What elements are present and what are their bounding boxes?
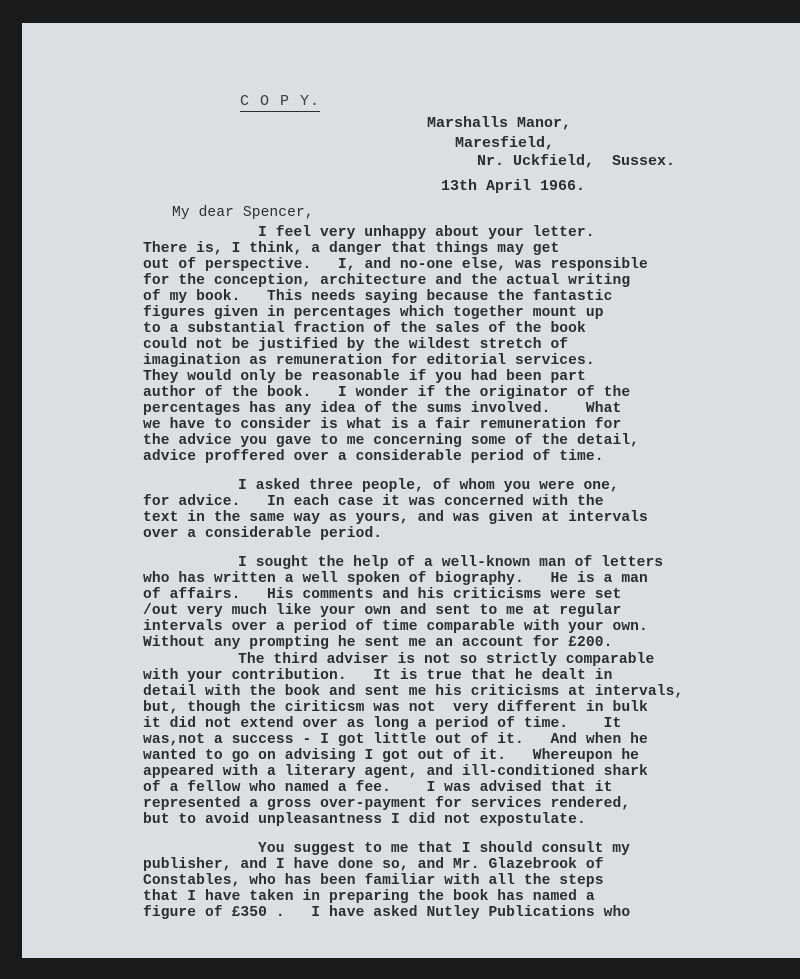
address-line-3: Nr. Uckfield, Sussex.: [477, 153, 676, 170]
body-line: detail with the book and sent me his criticisms at intervals,: [143, 684, 684, 700]
body-line: imagination as remuneration for editorial services.: [143, 353, 595, 369]
body-line: it did not extend over as long a period of time. It: [143, 716, 622, 732]
body-line: but, though the ciriticsm was not very different in bulk: [143, 700, 648, 716]
body-line: could not be justified by the wildest stretch of: [143, 337, 569, 353]
body-line: was,not a success - I got little out of it. And when he: [143, 732, 648, 748]
body-line: percentages has any idea of the sums involved. What: [143, 401, 622, 417]
body-line: I sought the help of a well-known man of letters: [238, 555, 664, 571]
body-line: The third adviser is not so strictly comparable: [238, 652, 655, 668]
body-line: the advice you gave to me concerning some of the detail,: [143, 433, 640, 449]
body-line: intervals over a period of time comparable with your own.: [143, 619, 648, 635]
body-line: with your contribution. It is true that he dealt in: [143, 668, 613, 684]
body-line: appeared with a literary agent, and ill-conditioned shark: [143, 764, 648, 780]
body-line: There is, I think, a danger that things may get: [143, 241, 560, 257]
body-line: I feel very unhappy about your letter.: [258, 225, 595, 241]
body-line: Constables, who has been familiar with all the steps: [143, 873, 604, 889]
body-line: out of perspective. I, and no-one else, was responsible: [143, 257, 648, 273]
body-line: publisher, and I have done so, and Mr. Glazebrook of: [143, 857, 604, 873]
body-line: represented a gross over-payment for services rendered,: [143, 796, 631, 812]
body-line: figures given in percentages which together mount up: [143, 305, 604, 321]
body-line: that I have taken in preparing the book has named a: [143, 889, 595, 905]
body-line: figure of £350 . I have asked Nutley Publications who: [143, 905, 631, 921]
body-line: of affairs. His comments and his criticisms were set: [143, 587, 622, 603]
body-line: we have to consider is what is a fair remuneration for: [143, 417, 622, 433]
body-line: author of the book. I wonder if the originator of the: [143, 385, 631, 401]
body-line: /out very much like your own and sent to me at regular: [143, 603, 622, 619]
body-line: who has written a well spoken of biography. He is a man: [143, 571, 648, 587]
body-line: but to avoid unpleasantness I did not expostulate.: [143, 812, 586, 828]
body-line: to a substantial fraction of the sales of the book: [143, 321, 586, 337]
body-line: text in the same way as yours, and was given at intervals: [143, 510, 648, 526]
address-line-2: Maresfield,: [455, 135, 555, 152]
body-line: for advice. In each case it was concerned with the: [143, 494, 604, 510]
body-line: of a fellow who named a fee. I was advised that it: [143, 780, 613, 796]
address-line-1: Marshalls Manor,: [427, 115, 572, 132]
body-line: I asked three people, of whom you were one,: [238, 478, 619, 494]
body-line: They would only be reasonable if you had been part: [143, 369, 586, 385]
body-line: wanted to go on advising I got out of it. Whereupon he: [143, 748, 640, 764]
body-line: You suggest to me that I should consult my: [258, 841, 631, 857]
letter-date: 13th April 1966.: [441, 178, 586, 195]
letter-page: [22, 23, 800, 958]
body-line: advice proffered over a considerable period of time.: [143, 449, 604, 465]
body-line: over a considerable period.: [143, 526, 383, 542]
body-line: for the conception, architecture and the actual writing: [143, 273, 631, 289]
body-line: Without any prompting he sent me an account for £200.: [143, 635, 613, 651]
copy-label: C O P Y.: [240, 93, 321, 110]
body-line: of my book. This needs saying because the fantastic: [143, 289, 613, 305]
salutation: My dear Spencer,: [172, 205, 314, 221]
